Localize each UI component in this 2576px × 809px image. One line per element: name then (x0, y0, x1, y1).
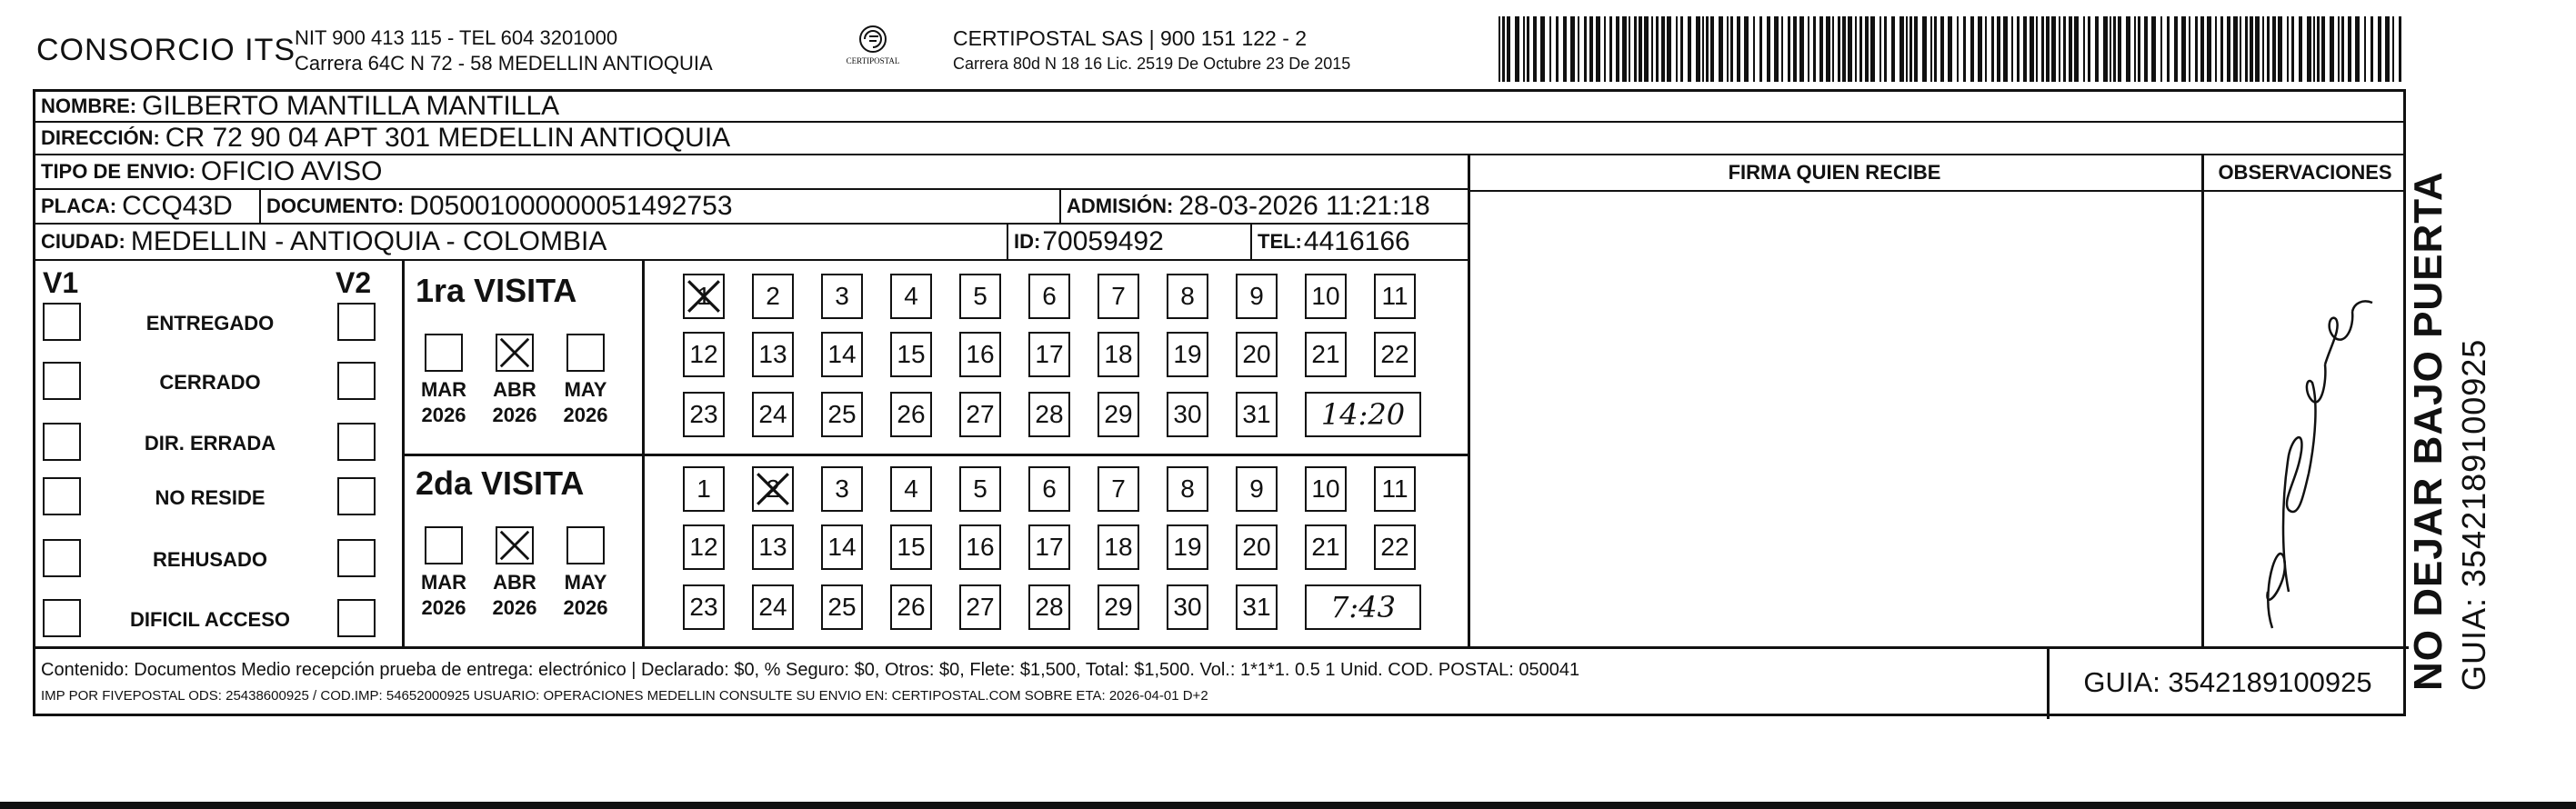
documento-label: DOCUMENTO: (266, 195, 405, 217)
day-box[interactable]: 23 (683, 392, 725, 437)
direccion-label: DIRECCIÓN: (41, 126, 160, 149)
status-label: REHUSADO (153, 548, 267, 571)
month-year: 2026 (492, 596, 537, 619)
day-box[interactable]: 13 (752, 524, 794, 570)
direccion-value: CR 72 90 04 APT 301 MEDELLIN ANTIOQUIA (165, 123, 731, 153)
status-label: DIFICIL ACCESO (129, 608, 290, 631)
visit-divider (402, 454, 1468, 456)
visit-title: 1ra VISITA (416, 272, 577, 309)
day-box[interactable]: 24 (752, 584, 794, 630)
day-box[interactable]: 20 (1236, 524, 1278, 570)
x-mark-icon (685, 275, 723, 317)
day-box[interactable]: 5 (959, 274, 1001, 319)
documento-cell (261, 190, 1061, 225)
visit-month-border (642, 261, 645, 646)
admision-value: 28-03-2026 11:21:18 (1178, 191, 1430, 221)
ciudad-value: MEDELLIN - ANTIOQUIA - COLOMBIA (130, 226, 607, 256)
month-year: 2026 (421, 404, 466, 426)
day-box[interactable]: 11 (1374, 466, 1416, 512)
day-box[interactable]: 31 (1236, 584, 1278, 630)
day-box[interactable]: 15 (890, 332, 932, 377)
day-box[interactable]: 18 (1098, 332, 1139, 377)
status-label: DIR. ERRADA (144, 432, 276, 454)
firma-header-rule (1468, 190, 2406, 192)
row-tipo (35, 155, 1468, 190)
day-box[interactable]: 19 (1167, 524, 1208, 570)
footer-guia: GUIA: 3542189100925 (2083, 666, 2372, 698)
month-year: 2026 (421, 596, 466, 619)
nombre-label: NOMBRE: (41, 95, 137, 117)
placa-value: CCQ43D (122, 191, 233, 221)
month-label (483, 377, 546, 428)
day-box[interactable]: 31 (1236, 392, 1278, 437)
day-box[interactable]: 26 (890, 392, 932, 437)
courier-info (953, 25, 1350, 76)
day-box[interactable]: 5 (959, 466, 1001, 512)
day-box[interactable]: 6 (1028, 274, 1070, 319)
visit-time: 7:43 (1330, 590, 1396, 624)
day-box[interactable]: 20 (1236, 332, 1278, 377)
v2-header: V2 (336, 266, 372, 299)
day-box[interactable]: 28 (1028, 584, 1070, 630)
day-box[interactable]: 2 (752, 274, 794, 319)
day-box[interactable]: 28 (1028, 392, 1070, 437)
day-box[interactable]: 14 (821, 524, 863, 570)
day-box[interactable]: 13 (752, 332, 794, 377)
day-box[interactable]: 17 (1028, 524, 1070, 570)
day-box[interactable]: 9 (1236, 274, 1278, 319)
courier-line: CERTIPOSTAL SAS | 900 151 122 - 2 (953, 26, 1308, 50)
month-label (412, 570, 476, 621)
day-box[interactable]: 25 (821, 392, 863, 437)
day-box[interactable]: 16 (959, 332, 1001, 377)
observaciones-title: OBSERVACIONES (2218, 161, 2392, 184)
day-box[interactable]: 9 (1236, 466, 1278, 512)
day-box[interactable]: 14 (821, 332, 863, 377)
day-box[interactable]: 23 (683, 584, 725, 630)
day-box[interactable]: 3 (821, 274, 863, 319)
company-address: Carrera 64C N 72 - 58 MEDELLIN ANTIOQUIA (295, 52, 713, 75)
row-nombre (35, 92, 2403, 123)
visit-time: 14:20 (1320, 397, 1406, 432)
day-box[interactable]: 16 (959, 524, 1001, 570)
certipostal-logo (837, 24, 909, 71)
month-year: 2026 (492, 404, 537, 426)
status-v1-checkbox[interactable] (43, 423, 81, 461)
day-box[interactable]: 8 (1167, 274, 1208, 319)
month-name: MAY (564, 378, 607, 401)
day-box[interactable]: 7 (1098, 274, 1139, 319)
day-box[interactable]: 1 (683, 466, 725, 512)
status-label: ENTREGADO (145, 312, 275, 335)
tipo-value: OFICIO AVISO (200, 156, 383, 186)
x-mark-icon (497, 335, 532, 370)
status-v2-checkbox[interactable] (337, 423, 376, 461)
company-name: CONSORCIO ITS (36, 33, 296, 67)
company-info (295, 25, 713, 76)
no-dejar-notice: NO DEJAR BAJO PUERTA (2406, 171, 2451, 691)
id-value: 70059492 (1042, 226, 1164, 256)
row-direccion (35, 123, 2403, 155)
firma-left-border (1468, 155, 1470, 646)
month-checkbox[interactable] (496, 334, 534, 372)
month-label (554, 570, 617, 621)
courier-license: Carrera 80d N 18 16 Lic. 2519 De Octubre 23 De 2015 (953, 55, 1351, 73)
day-box[interactable]: 11 (1374, 274, 1416, 319)
tipo-label: TIPO DE ENVIO: (41, 160, 195, 183)
status-v2-checkbox[interactable] (337, 599, 376, 637)
month-checkbox[interactable] (566, 334, 605, 372)
firma-title: FIRMA QUIEN RECIBE (1728, 161, 1941, 184)
id-label: ID: (1014, 230, 1041, 253)
logo-text: CERTIPOSTAL (846, 56, 900, 65)
placa-cell (35, 190, 261, 225)
status-v1-checkbox[interactable] (43, 599, 81, 637)
day-box[interactable]: 7 (1098, 466, 1139, 512)
day-box[interactable]: 10 (1305, 466, 1347, 512)
month-label (554, 377, 617, 428)
day-box[interactable]: 30 (1167, 392, 1208, 437)
footer-print-info: IMP POR FIVEPOSTAL ODS: 25438600925 / COD.IMP: 54652000925 USUARIO: OPERACIONES MEDELLIN CONSULTE SU ENVIO EN: CERTIPOSTAL.COM SOBRE ETA: 2026-04-01 D+2 (41, 688, 1208, 704)
status-v1-checkbox[interactable] (43, 362, 81, 400)
month-label (412, 377, 476, 428)
side-guia: GUIA: 3542189100925 (2455, 338, 2492, 691)
day-box[interactable]: 12 (683, 524, 725, 570)
month-checkbox[interactable] (496, 526, 534, 564)
nombre-value: GILBERTO MANTILLA MANTILLA (142, 91, 560, 121)
month-name: MAY (564, 571, 607, 594)
x-mark-icon (754, 468, 792, 510)
day-box[interactable]: 2 (752, 466, 794, 512)
day-box[interactable]: 29 (1098, 392, 1139, 437)
day-box[interactable]: 25 (821, 584, 863, 630)
day-box[interactable]: 1 (683, 274, 725, 319)
month-name: ABR (493, 378, 536, 401)
status-v2-checkbox[interactable] (337, 303, 376, 341)
documento-value: D05001000000051492753 (409, 191, 733, 221)
ciudad-cell (35, 225, 1008, 261)
admision-cell (1061, 190, 1468, 225)
day-box[interactable]: 22 (1374, 332, 1416, 377)
footer-contents: Contenido: Documentos Medio recepción prueba de entrega: electrónico | Declarado: $0, % Seguro: $0, Otros: $0, Flete: $1,500, Total: $1,500. Vol.: 1*1*1. 0.5 1 Unid. COD. POSTAL: 050041 (41, 660, 1580, 680)
status-v2-checkbox[interactable] (337, 539, 376, 577)
visit-time-box[interactable] (1305, 584, 1421, 630)
bottom-edge-rule (0, 802, 2576, 809)
day-box[interactable]: 22 (1374, 524, 1416, 570)
month-year: 2026 (563, 596, 608, 619)
placa-label: PLACA: (41, 195, 117, 217)
nit-line: NIT 900 413 115 - TEL 604 3201000 (295, 26, 618, 49)
month-checkbox[interactable] (425, 526, 463, 564)
day-box[interactable]: 6 (1028, 466, 1070, 512)
day-box[interactable]: 21 (1305, 332, 1347, 377)
month-name: MAR (420, 378, 467, 401)
obs-left-border (2201, 155, 2204, 646)
tel-value: 4416166 (1303, 226, 1410, 256)
month-name: MAR (420, 571, 467, 594)
visit-time-box[interactable] (1305, 392, 1421, 437)
day-box[interactable]: 10 (1305, 274, 1347, 319)
tel-cell (1252, 225, 1468, 261)
v1-header: V1 (43, 266, 79, 299)
status-label: CERRADO (159, 371, 261, 394)
day-box[interactable]: 26 (890, 584, 932, 630)
day-box[interactable]: 4 (890, 466, 932, 512)
status-label: NO RESIDE (155, 486, 266, 509)
day-box[interactable]: 8 (1167, 466, 1208, 512)
day-box[interactable]: 15 (890, 524, 932, 570)
month-checkbox[interactable] (425, 334, 463, 372)
id-cell (1008, 225, 1252, 261)
month-year: 2026 (563, 404, 608, 426)
day-box[interactable]: 19 (1167, 332, 1208, 377)
month-label (483, 570, 546, 621)
day-box[interactable]: 27 (959, 584, 1001, 630)
month-checkbox[interactable] (566, 526, 605, 564)
day-box[interactable]: 27 (959, 392, 1001, 437)
day-box[interactable]: 17 (1028, 332, 1070, 377)
status-v2-checkbox[interactable] (337, 362, 376, 400)
day-box[interactable]: 12 (683, 332, 725, 377)
day-box[interactable]: 24 (752, 392, 794, 437)
visit-title: 2da VISITA (416, 464, 585, 502)
day-box[interactable]: 29 (1098, 584, 1139, 630)
day-box[interactable]: 4 (890, 274, 932, 319)
status-v2-checkbox[interactable] (337, 477, 376, 515)
status-v1-checkbox[interactable] (43, 303, 81, 341)
day-box[interactable]: 3 (821, 466, 863, 512)
status-v1-checkbox[interactable] (43, 539, 81, 577)
day-box[interactable]: 30 (1167, 584, 1208, 630)
tel-label: TEL: (1258, 230, 1302, 253)
x-mark-icon (497, 528, 532, 563)
recipient-signature (2218, 292, 2400, 637)
day-box[interactable]: 21 (1305, 524, 1347, 570)
month-name: ABR (493, 571, 536, 594)
day-box[interactable]: 18 (1098, 524, 1139, 570)
admision-label: ADMISIÓN: (1067, 195, 1174, 217)
status-v1-checkbox[interactable] (43, 477, 81, 515)
barcode (1498, 16, 2408, 82)
delivery-form (33, 89, 2406, 716)
side-notice (2406, 171, 2493, 691)
ciudad-label: CIUDAD: (41, 230, 125, 253)
